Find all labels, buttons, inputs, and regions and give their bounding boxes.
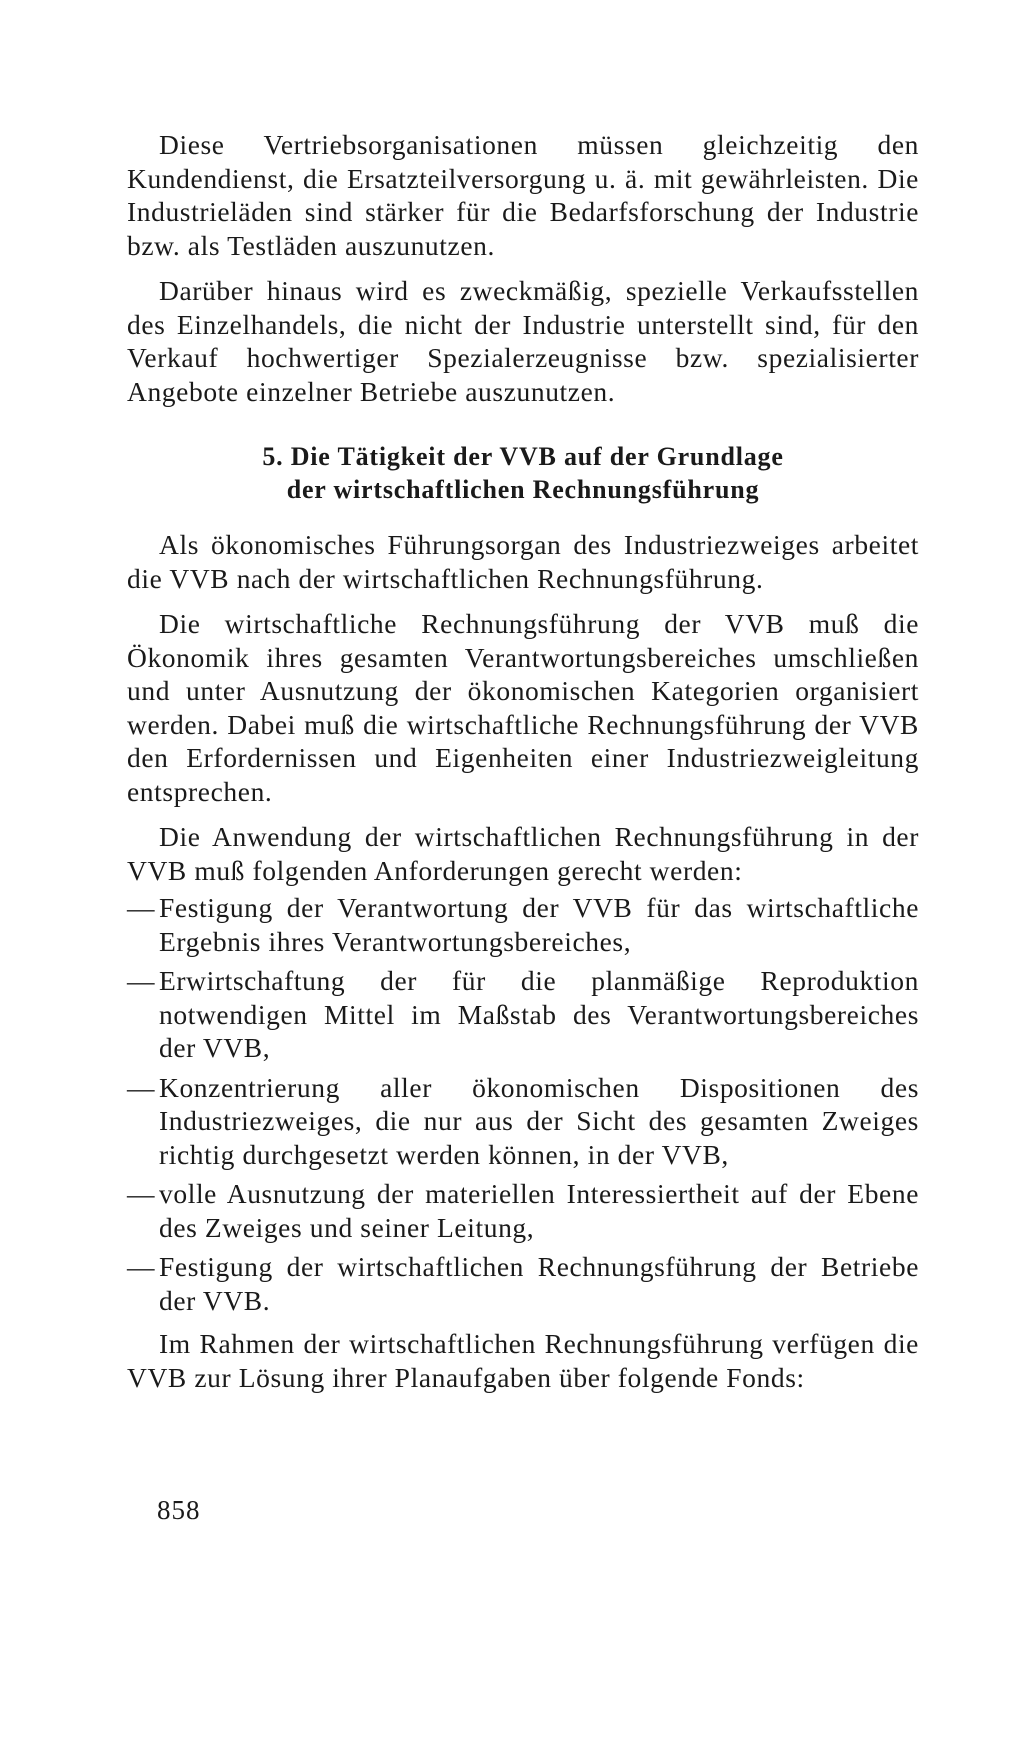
list-item: [127, 1071, 919, 1172]
list-dash: —: [127, 965, 156, 996]
list-dash: —: [127, 1251, 156, 1282]
list-item-text: volle Ausnutzung der materiellen Interessiertheit auf der Ebene des Zweiges und seiner Leitung,: [159, 1178, 919, 1243]
section-heading: [127, 440, 919, 506]
section-heading-line-1: 5. Die Tätigkeit der VVB auf der Grundlage: [262, 442, 784, 471]
list-item: [127, 964, 919, 1065]
paragraph-oekonomik: Die wirtschaftliche Rechnungsführung der VVB muß die Ökonomik ihres gesamten Verantwortungsbereiches umschließen und unter Ausnutzung der ökonomischen Kategorien organisiert werden. Dabei muß die wirtschaftliche Rechnungsführung der VVB den Erfordernissen und Eigenheiten einer Industriezweigleitung entsprechen.: [127, 608, 919, 807]
list-item-text: Festigung der wirtschaftlichen Rechnungsführung der Betriebe der VVB.: [159, 1251, 919, 1316]
list-item: [127, 1250, 919, 1317]
list-dash: —: [127, 892, 156, 923]
requirements-list: [127, 891, 919, 1317]
list-item-text: Konzentrierung aller ökonomischen Dispositionen des Industriezweiges, die nur aus der Sicht des gesamten Zweiges richtig durchgesetzt werden können, in der VVB,: [159, 1071, 919, 1170]
page-body: [127, 128, 919, 1394]
paragraph-anforderungen: Die Anwendung der wirtschaftlichen Rechnungsführung in der VVB muß folgenden Anforderungen gerecht werden:: [127, 821, 919, 886]
list-item: [127, 891, 919, 958]
section-heading-line-2: der wirtschaftlichen Rechnungsführung: [286, 475, 760, 504]
paragraph-vertriebsorganisationen: Diese Vertriebsorganisationen müssen gleichzeitig den Kundendienst, die Ersatzteilversorgung u. ä. mit gewährleisten. Die Industrieläden sind stärker für die Bedarfsforschung der Industrie bzw. als Testläden auszunutzen.: [127, 129, 919, 261]
paragraph-verkaufsstellen: Darüber hinaus wird es zweckmäßig, spezielle Verkaufsstellen des Einzelhandels, die nicht der Industrie unterstellt sind, für den Verkauf hochwertiger Spezialerzeugnisse bzw. spezialisierter Angebote einzelner Betriebe auszunutzen.: [127, 275, 919, 407]
paragraph-fonds: Im Rahmen der wirtschaftlichen Rechnungsführung verfügen die VVB zur Lösung ihrer Planaufgaben über folgende Fonds:: [127, 1328, 919, 1393]
list-item-text: Erwirtschaftung der für die planmäßige Reproduktion notwendigen Mittel im Maßstab des Verantwortungsbereiches der VVB,: [159, 965, 919, 1063]
list-item-text: Festigung der Verantwortung der VVB für das wirtschaftliche Ergebnis ihres Verantwortungsbereiches,: [159, 892, 919, 957]
page-number: 858: [157, 1495, 201, 1525]
list-item: [127, 1177, 919, 1244]
paragraph-fuehrungsorgan: Als ökonomisches Führungsorgan des Industriezweiges arbeitet die VVB nach der wirtschaftlichen Rechnungsführung.: [127, 529, 919, 594]
list-dash: —: [127, 1071, 156, 1103]
list-dash: —: [127, 1178, 156, 1209]
